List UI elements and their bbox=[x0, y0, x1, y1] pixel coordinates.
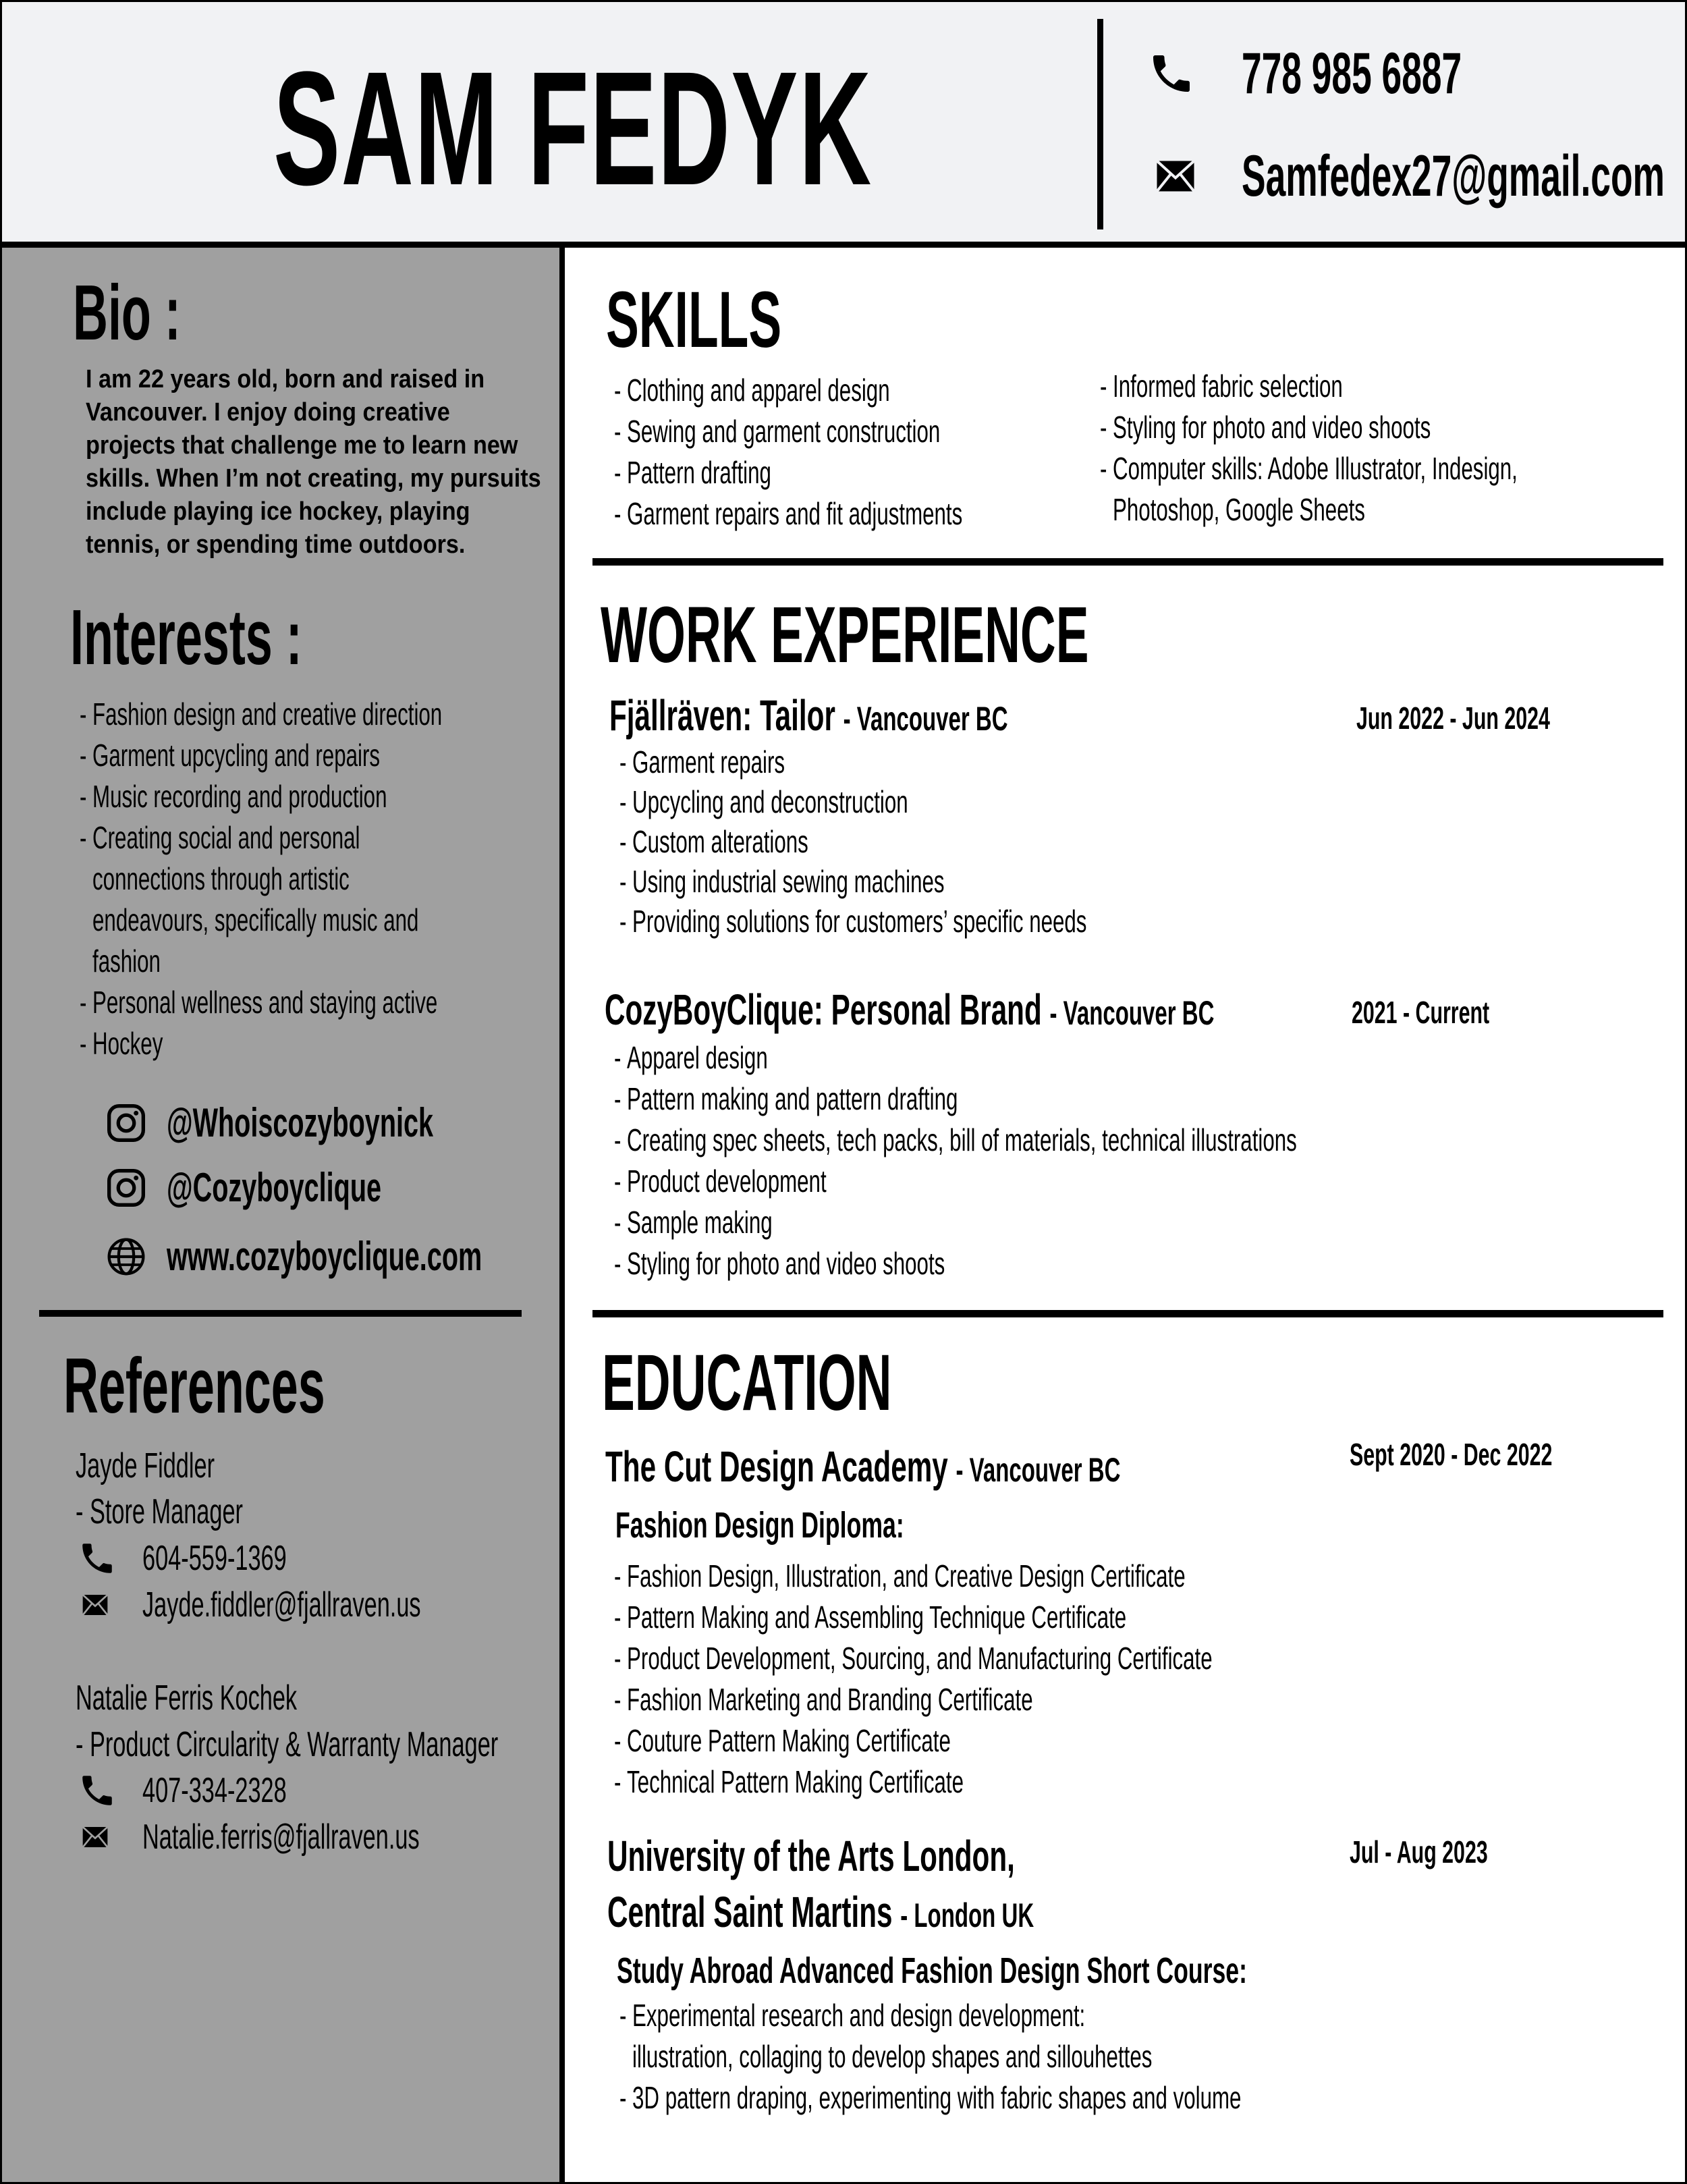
reference-1-email[interactable] bbox=[78, 1583, 421, 1627]
list-item: - Garment repairs bbox=[619, 744, 785, 780]
list-item: - Apparel design bbox=[614, 1040, 768, 1075]
header-email-text: Samfedex27@gmail.com bbox=[1242, 144, 1665, 209]
reference-1-phone[interactable] bbox=[78, 1537, 287, 1580]
job-2-dates: 2021 - Current bbox=[1352, 995, 1490, 1030]
school-1-dates: Sept 2020 - Dec 2022 bbox=[1350, 1437, 1553, 1472]
skills-list-left bbox=[614, 370, 1126, 535]
job-1-duties bbox=[619, 742, 1306, 941]
list-item: - Pattern making and pattern drafting bbox=[614, 1081, 958, 1116]
list-item: - Pattern drafting bbox=[614, 455, 771, 490]
list-item: - Technical Pattern Making Certificate bbox=[614, 1764, 964, 1799]
reference-phone-text: 407-334-2328 bbox=[142, 1771, 287, 1810]
reference-1-name: Jayde Fiddler bbox=[76, 1446, 215, 1485]
job-2-duties bbox=[614, 1037, 1618, 1284]
envelope-icon bbox=[1147, 156, 1204, 196]
list-item: - Custom alterations bbox=[619, 824, 808, 859]
list-item: - Hockey bbox=[80, 1026, 163, 1061]
list-item: - Upcycling and deconstruction bbox=[619, 784, 908, 819]
phone-icon bbox=[1147, 49, 1196, 98]
school-2-name-line1: University of the Arts London, bbox=[607, 1832, 1015, 1880]
list-item: connections through artistic bbox=[92, 861, 350, 896]
reference-email-text: Natalie.ferris@fjallraven.us bbox=[142, 1818, 420, 1857]
list-item: - Creating social and personal bbox=[80, 820, 360, 855]
phone-icon bbox=[78, 1771, 117, 1810]
list-item: - Using industrial sewing machines bbox=[619, 864, 945, 899]
reference-2-phone[interactable] bbox=[78, 1769, 287, 1812]
phone-icon bbox=[78, 1539, 117, 1578]
header-email[interactable] bbox=[1147, 144, 1665, 209]
instagram-personal-text: @Whoiscozyboynick bbox=[167, 1100, 434, 1145]
school-2-name-line2: Central Saint Martins - London UK bbox=[607, 1888, 1034, 1936]
list-item: - Informed fabric selection bbox=[1100, 368, 1343, 404]
envelope-icon bbox=[78, 1824, 113, 1851]
job-2-title: CozyBoyClique: Personal Brand - Vancouver BC bbox=[605, 985, 1215, 1034]
job-1-dates: Jun 2022 - Jun 2024 bbox=[1356, 701, 1550, 736]
references-heading: References bbox=[63, 1342, 325, 1429]
list-item: - Sample making bbox=[614, 1205, 773, 1240]
instagram-personal-link[interactable] bbox=[105, 1096, 434, 1150]
work-experience-heading: WORK EXPERIENCE bbox=[601, 591, 1089, 680]
list-item: - Fashion Marketing and Branding Certificate bbox=[614, 1682, 1033, 1717]
reference-1-role: - Store Manager bbox=[76, 1492, 243, 1531]
section-divider bbox=[592, 1310, 1663, 1317]
list-item: - Product Development, Sourcing, and Manufacturing Certificate bbox=[614, 1641, 1213, 1676]
list-item: - Personal wellness and staying active bbox=[80, 985, 438, 1020]
list-item: - Product development bbox=[614, 1164, 827, 1199]
header-vertical-divider bbox=[1097, 19, 1103, 229]
school-1-program: Fashion Design Diploma: bbox=[615, 1505, 904, 1546]
list-item: - Couture Pattern Making Certificate bbox=[614, 1723, 951, 1758]
list-item: - Clothing and apparel design bbox=[614, 373, 890, 408]
list-item: - Fashion design and creative direction bbox=[80, 697, 443, 732]
header-phone-text: 778 985 6887 bbox=[1242, 41, 1462, 106]
list-item: - Pattern Making and Assembling Technique Certificate bbox=[614, 1600, 1127, 1635]
skills-heading: SKILLS bbox=[606, 275, 782, 364]
instagram-brand-text: @Cozyboyclique bbox=[167, 1165, 382, 1210]
list-item: - Fashion Design, Illustration, and Creative Design Certificate bbox=[614, 1558, 1186, 1593]
list-item: Photoshop, Google Sheets bbox=[1113, 492, 1365, 527]
school-2-topics bbox=[619, 1995, 1534, 2119]
list-item: - Styling for photo and video shoots bbox=[1100, 410, 1431, 445]
header-divider bbox=[0, 242, 1687, 248]
reference-email-text: Jayde.fiddler@fjallraven.us bbox=[142, 1585, 421, 1625]
skills-list-right bbox=[1100, 366, 1687, 530]
job-1-title: Fjällräven: Tailor - Vancouver BC bbox=[609, 691, 1008, 740]
envelope-icon bbox=[78, 1591, 113, 1618]
reference-2-role: - Product Circularity & Warranty Manager bbox=[76, 1725, 499, 1764]
school-1-certificates bbox=[614, 1556, 1494, 1803]
school-1-name: The Cut Design Academy - Vancouver BC bbox=[605, 1442, 1121, 1491]
website-text: www.cozyboyclique.com bbox=[167, 1234, 482, 1279]
instagram-icon bbox=[105, 1166, 148, 1209]
interests-heading: Interests : bbox=[70, 593, 302, 681]
reference-phone-text: 604-559-1369 bbox=[142, 1539, 287, 1578]
list-item: endeavours, specifically music and bbox=[92, 902, 419, 937]
list-item: illustration, collaging to develop shapes and sillouhettes bbox=[632, 2039, 1153, 2074]
education-heading: EDUCATION bbox=[602, 1338, 892, 1427]
bio-heading: Bio : bbox=[73, 269, 181, 356]
list-item: - Garment repairs and fit adjustments bbox=[614, 496, 963, 531]
school-2-dates: Jul - Aug 2023 bbox=[1350, 1834, 1488, 1869]
header-phone[interactable] bbox=[1147, 41, 1462, 106]
list-item: - Garment upcycling and repairs bbox=[80, 738, 381, 773]
list-item: - Styling for photo and video shoots bbox=[614, 1246, 945, 1281]
list-item: fashion bbox=[92, 944, 161, 979]
list-item: - Experimental research and design development: bbox=[619, 1998, 1086, 2033]
reference-2-email[interactable] bbox=[78, 1816, 420, 1859]
globe-icon bbox=[105, 1235, 148, 1278]
website-link[interactable] bbox=[105, 1230, 482, 1284]
list-item: - Music recording and production bbox=[80, 779, 387, 814]
list-item: - Sewing and garment construction bbox=[614, 414, 941, 449]
column-divider bbox=[559, 248, 565, 2182]
list-item: - Creating spec sheets, tech packs, bill of materials, technical illustrations bbox=[614, 1122, 1297, 1157]
instagram-icon bbox=[105, 1101, 148, 1145]
interests-list bbox=[80, 694, 613, 1064]
sidebar-divider bbox=[39, 1310, 522, 1317]
reference-2-name: Natalie Ferris Kochek bbox=[76, 1678, 298, 1718]
school-2-program: Study Abroad Advanced Fashion Design Short Course: bbox=[617, 1950, 1248, 1991]
list-item: - 3D pattern draping, experimenting with fabric shapes and volume bbox=[619, 2080, 1242, 2115]
section-divider bbox=[592, 558, 1663, 566]
bio-text: I am 22 years old, born and raised in Vancouver. I enjoy doing creative projects that challenge me to learn new skills. When I’m not creating, my pursuits include playing ice hockey, playing tennis, or spending time outdoors. bbox=[86, 365, 541, 559]
name-heading: SAM FEDYK bbox=[273, 38, 873, 219]
instagram-brand-link[interactable] bbox=[105, 1161, 382, 1215]
list-item: - Computer skills: Adobe Illustrator, Indesign, bbox=[1100, 451, 1518, 486]
list-item: - Providing solutions for customers’ specific needs bbox=[619, 904, 1087, 939]
